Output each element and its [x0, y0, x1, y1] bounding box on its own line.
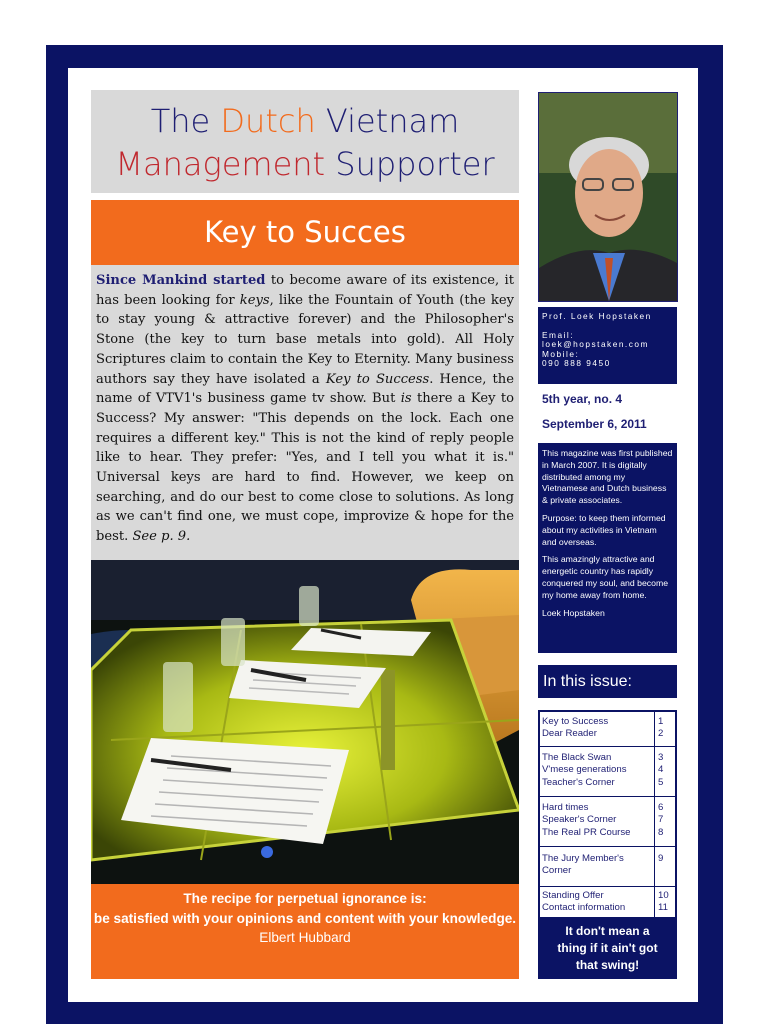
portrait-illustration	[539, 93, 677, 301]
toc-entry[interactable]: V'mese generations 4	[542, 764, 664, 776]
quote-author: Elbert Hubbard	[259, 930, 351, 945]
contact-box	[538, 307, 677, 384]
masthead-word: Management	[115, 145, 326, 183]
toc-group	[540, 796, 675, 847]
toc-group	[540, 846, 675, 887]
lead-article	[91, 265, 519, 560]
about-text: This amazingly attractive and energetic country has rapidly conquered my soul, and become my home away from home.	[542, 554, 669, 600]
photo-illustration	[91, 560, 519, 884]
quote-box	[91, 884, 519, 979]
issue-date: September 6, 2011	[542, 417, 647, 431]
email-address[interactable]: loek@hopstaken.com	[542, 339, 649, 350]
slogan-line: It don't mean a	[565, 924, 650, 938]
toc-entry[interactable]: The Jury Member's 9	[542, 853, 664, 864]
slogan-box	[538, 919, 677, 979]
toc-entry[interactable]: Speaker's Corner 7	[542, 814, 664, 826]
lead-bold: Since Mankind started	[96, 273, 266, 288]
article-headline: Key to Succes	[91, 200, 519, 265]
about-signature: Loek Hopstaken	[542, 607, 605, 618]
toc-group	[540, 746, 675, 797]
masthead-word: Vietnam	[325, 102, 460, 140]
toc-entry[interactable]: Standing Offer 10	[542, 890, 669, 901]
about-text: Purpose: to keep them informed about my activities in Vietnam and overseas.	[542, 512, 666, 547]
contact-name: Prof. Loek Hopstaken	[542, 311, 652, 321]
lead-paragraph: Since Mankind started to become aware of its existence, it has been looking for keys, like the Fountain of Youth (the key to stay young & attractive forever) and the Philosopher's Stone (the key to turn base metals into gold). All Holy Scriptures claim to contain the Key to Eternity. Many business authors say they have isolated a Key to Success. Hence, the name of VTV1's business game tv show. But is there a Key to Success? My answer: "This depends on the lock. Each one requires a different key." This is not the kind of reply people like to hear. They prefer: "Yes, and I tell you what it is." Universal keys are hard to find. However, we keep on searching, and do our best to come close to solutions. As long as we can't find one, we must cope, improvize & hope for the best. See p. 9.	[96, 273, 514, 545]
quote-text: The recipe for perpetual ignorance is: be satisfied with your opinions and content with your knowledge.	[93, 891, 517, 926]
masthead-word: Supporter	[335, 145, 495, 183]
toc-group	[540, 712, 675, 747]
email-label: Email:	[542, 329, 575, 340]
toc-entry[interactable]: Contact information 11	[542, 902, 668, 914]
meeting-table-photo	[91, 560, 519, 884]
issue-volume: 5th year, no. 4	[542, 392, 623, 406]
mobile-label: Mobile:	[542, 348, 580, 359]
toc-group	[540, 886, 675, 917]
author-portrait	[538, 92, 678, 302]
about-box	[538, 443, 677, 653]
masthead-word: Dutch	[220, 102, 316, 140]
masthead-word: The	[150, 102, 211, 140]
slogan-line: thing if it ain't got	[557, 941, 658, 955]
masthead	[91, 90, 519, 193]
toc-entry[interactable]: Dear Reader 2	[542, 728, 664, 740]
toc-entry[interactable]: Corner	[542, 865, 572, 877]
toc-entry[interactable]: The Real PR Course 8	[542, 826, 664, 838]
table-of-contents	[538, 710, 677, 919]
about-text: This magazine was first published in March 2007. It is digitally distributed among my Vietnamese and Dutch business & private associates.	[542, 448, 673, 506]
toc-entry[interactable]: Teacher's Corner 5	[542, 776, 664, 788]
toc-entry[interactable]: Key to Success 1	[542, 716, 664, 727]
toc-entry[interactable]: Hard times 6	[542, 802, 664, 813]
slogan-line: that swing!	[575, 958, 640, 972]
in-this-issue-heading: In this issue:	[538, 665, 677, 698]
toc-entry[interactable]: The Black Swan 3	[542, 752, 664, 763]
mobile-number: 090 888 9450	[542, 358, 611, 369]
